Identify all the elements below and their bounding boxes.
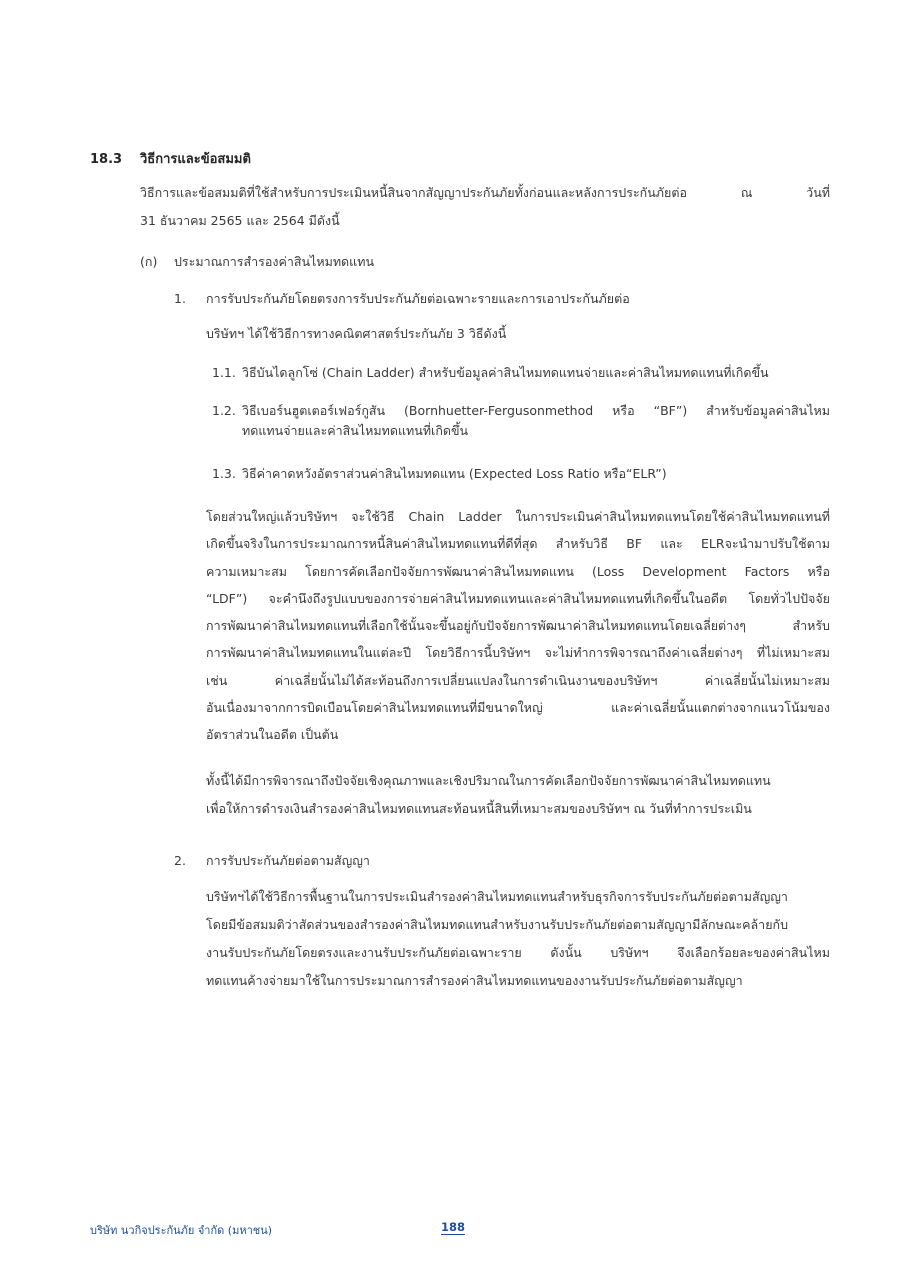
footer-company: บริษัท นวกิจประกันภัย จำกัด (มหาชน) bbox=[90, 1224, 273, 1237]
item-2-title: การรับประกันภัยต่อตามสัญญา bbox=[206, 853, 370, 868]
item-a-marker: (ก) bbox=[140, 254, 158, 269]
page-number: 188 bbox=[441, 1220, 466, 1234]
paragraph-line: การพัฒนาค่าสินไหมทดแทนในแต่ละปี โดยวิธีการนี้บริษัทฯ จะไม่ทำการพิจารณาถึงค่าเฉลี่ยต่างๆ ที่ไม่เหมาะสม bbox=[206, 645, 830, 661]
method-1-3 bbox=[212, 464, 667, 484]
item-1-paragraph-2 bbox=[206, 767, 830, 823]
method-text: วิธีบันไดลูกโซ่ (Chain Ladder) สำหรับข้อมูลค่าสินไหมทดแทนจ่ายและค่าสินไหมทดแทนที่เกิดขึ้น bbox=[242, 365, 769, 380]
paragraph-line: เพื่อให้การดำรงเงินสำรองค่าสินไหมทดแทนสะท้อนหนี้สินที่เหมาะสมของบริษัทฯ ณ วันที่ทำการประเมิน bbox=[206, 801, 752, 816]
item-1-marker: 1. bbox=[174, 291, 186, 306]
paragraph-line: อันเนื่องมาจากการบิดเบือนโดยค่าสินไหมทดแทนที่มีขนาดใหญ่ และค่าเฉลี่ยนั้นแตกต่างจากแนวโน้มของ bbox=[206, 700, 830, 716]
item-a bbox=[140, 252, 374, 272]
method-text: วิธีเบอร์นฮูตเตอร์เฟอร์กูสัน (Bornhuetter-Fergusonmethod หรือ “BF”) สำหรับข้อมูลค่าสินไหม bbox=[242, 403, 830, 418]
paragraph-line: อัตราส่วนในอดีต เป็นต้น bbox=[206, 727, 339, 743]
method-marker: 1.1. bbox=[212, 365, 236, 380]
paragraph-line: “LDF”) จะคำนึงถึงรูปแบบของการจ่ายค่าสินไหมทดแทนและค่าสินไหมทดแทนที่เกิดขึ้นในอดีต โดยทั่วไปปัจจัย bbox=[206, 590, 830, 606]
method-text: ทดแทนจ่ายและค่าสินไหมทดแทนที่เกิดขึ้น bbox=[242, 423, 469, 438]
paragraph-line: ทดแทนค้างจ่ายมาใช้ในการประมาณการสำรองค่าสินไหมทดแทนของงานรับประกันภัยต่อตามสัญญา bbox=[206, 973, 743, 988]
paragraph-line: บริษัทฯได้ใช้วิธีการพื้นฐานในการประเมินสำรองค่าสินไหมทดแทนสำหรับธุรกิจการรับประกันภัยต่อตามสัญญา bbox=[206, 889, 788, 904]
paragraph-line: เกิดขึ้นจริงในการประมาณการหนี้สินค่าสินไหมทดแทนที่ดีที่สุด สำหรับวิธี BF และ ELRจะนำมาปรับใช้ตาม bbox=[206, 536, 830, 552]
method-1-2 bbox=[212, 401, 830, 441]
paragraph-line: โดยส่วนใหญ่แล้วบริษัทฯ จะใช้วิธี Chain Ladder ในการประเมินค่าสินไหมทดแทนโดยใช้ค่าสินไหมทดแทนที่ bbox=[206, 509, 830, 524]
method-marker: 1.3. bbox=[212, 466, 236, 481]
method-1-1 bbox=[212, 363, 769, 383]
paragraph-line: งานรับประกันภัยโดยตรงและงานรับประกันภัยต่อเฉพาะราย ดังนั้น บริษัทฯ จึงเลือกร้อยละของค่าสินไหม bbox=[206, 945, 830, 960]
item-a-text: ประมาณการสำรองค่าสินไหมทดแทน bbox=[174, 254, 375, 269]
item-1-intro: บริษัทฯ ได้ใช้วิธีการทางคณิตศาสตร์ประกันภัย 3 วิธีดังนี้ bbox=[206, 326, 507, 341]
section-title: วิธีการและข้อสมมติ bbox=[140, 152, 251, 167]
method-marker: 1.2. bbox=[212, 403, 236, 418]
intro-line: 31 ธันวาคม 2565 และ 2564 มีดังนี้ bbox=[140, 213, 340, 228]
paragraph-line: การพัฒนาค่าสินไหมทดแทนที่เลือกใช้นั้นจะขึ้นอยู่กับปัจจัยการพัฒนาค่าสินไหมทดแทนโดยเฉลี่ยต่างๆ สำหรับ bbox=[206, 618, 830, 634]
paragraph-line: โดยมีข้อสมมติว่าสัดส่วนของสำรองค่าสินไหมทดแทนสำหรับงานรับประกันภัยต่อตามสัญญามีลักษณะคล้ายกับ bbox=[206, 917, 789, 932]
paragraph-line: ความเหมาะสม โดยการคัดเลือกปัจจัยการพัฒนาค่าสินไหมทดแทน (Loss Development Factors หรือ bbox=[206, 563, 830, 579]
item-2-marker: 2. bbox=[174, 853, 186, 868]
item-2-heading bbox=[174, 851, 370, 871]
paragraph-line: เช่น ค่าเฉลี่ยนั้นไม่ได้สะท้อนถึงการเปลี่ยนแปลงในการดำเนินงานของบริษัทฯ ค่าเฉลี่ยนั้นไม่เหมาะสม bbox=[206, 672, 830, 688]
paragraph-line: ทั้งนี้ได้มีการพิจารณาถึงปัจจัยเชิงคุณภาพและเชิงปริมาณในการคัดเลือกปัจจัยการพัฒนาค่าสินไหมทดแทน bbox=[206, 773, 771, 788]
section-number: 18.3 bbox=[90, 152, 123, 167]
item-1-paragraph-1 bbox=[206, 503, 830, 749]
section-heading bbox=[90, 148, 251, 169]
item-1-heading bbox=[174, 289, 630, 309]
method-text: วิธีค่าคาดหวังอัตราส่วนค่าสินไหมทดแทน (Expected Loss Ratio หรือ“ELR”) bbox=[242, 466, 667, 481]
intro-line: วิธีการและข้อสมมติที่ใช้สำหรับการประเมินหนี้สินจากสัญญาประกันภัยทั้งก่อนและหลังการประกันภัยต่อ ณ วันที่ bbox=[140, 185, 830, 200]
section-intro bbox=[140, 179, 830, 235]
item-2-paragraph bbox=[206, 883, 830, 995]
item-1-title: การรับประกันภัยโดยตรงการรับประกันภัยต่อเฉพาะรายและการเอาประกันภัยต่อ bbox=[206, 291, 630, 306]
